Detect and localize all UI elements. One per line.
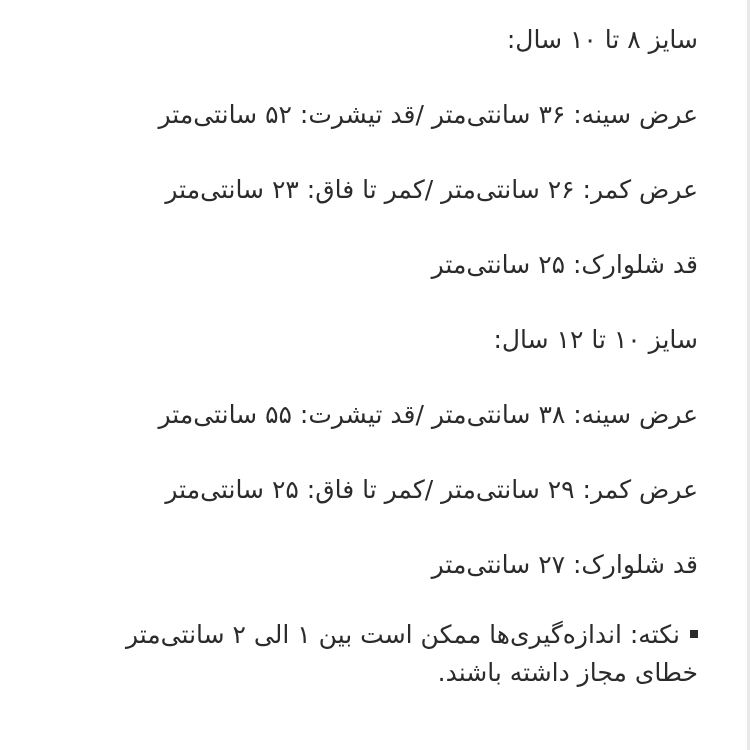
size-heading-10-12: سایز ۱۰ تا ۱۲ سال: [493, 325, 698, 354]
chest-and-shirt-length-8-10: عرض سینه: ۳۶ سانتی‌متر /قد تیشرت: ۵۲ سانتی‌متر [158, 100, 698, 129]
shorts-length-10-12: قد شلوارک: ۲۷ سانتی‌متر [431, 550, 698, 579]
note-text: نکته: اندازه‌گیری‌ها ممکن است بین ۱ الی ۲ سانتی‌متر خطای مجاز داشته باشند. [125, 620, 698, 687]
bullet-icon [690, 630, 698, 638]
size-heading-8-10: سایز ۸ تا ۱۰ سال: [506, 25, 698, 54]
size-guide-content [58, 22, 698, 692]
waist-and-rise-10-12: عرض کمر: ۲۹ سانتی‌متر /کمر تا فاق: ۲۵ سانتی‌متر [165, 475, 698, 504]
measurement-note [58, 616, 698, 692]
shorts-length-8-10: قد شلوارک: ۲۵ سانتی‌متر [431, 250, 698, 279]
waist-and-rise-8-10: عرض کمر: ۲۶ سانتی‌متر /کمر تا فاق: ۲۳ سانتی‌متر [165, 175, 698, 204]
chest-and-shirt-length-10-12: عرض سینه: ۳۸ سانتی‌متر /قد تیشرت: ۵۵ سانتی‌متر [158, 400, 698, 429]
